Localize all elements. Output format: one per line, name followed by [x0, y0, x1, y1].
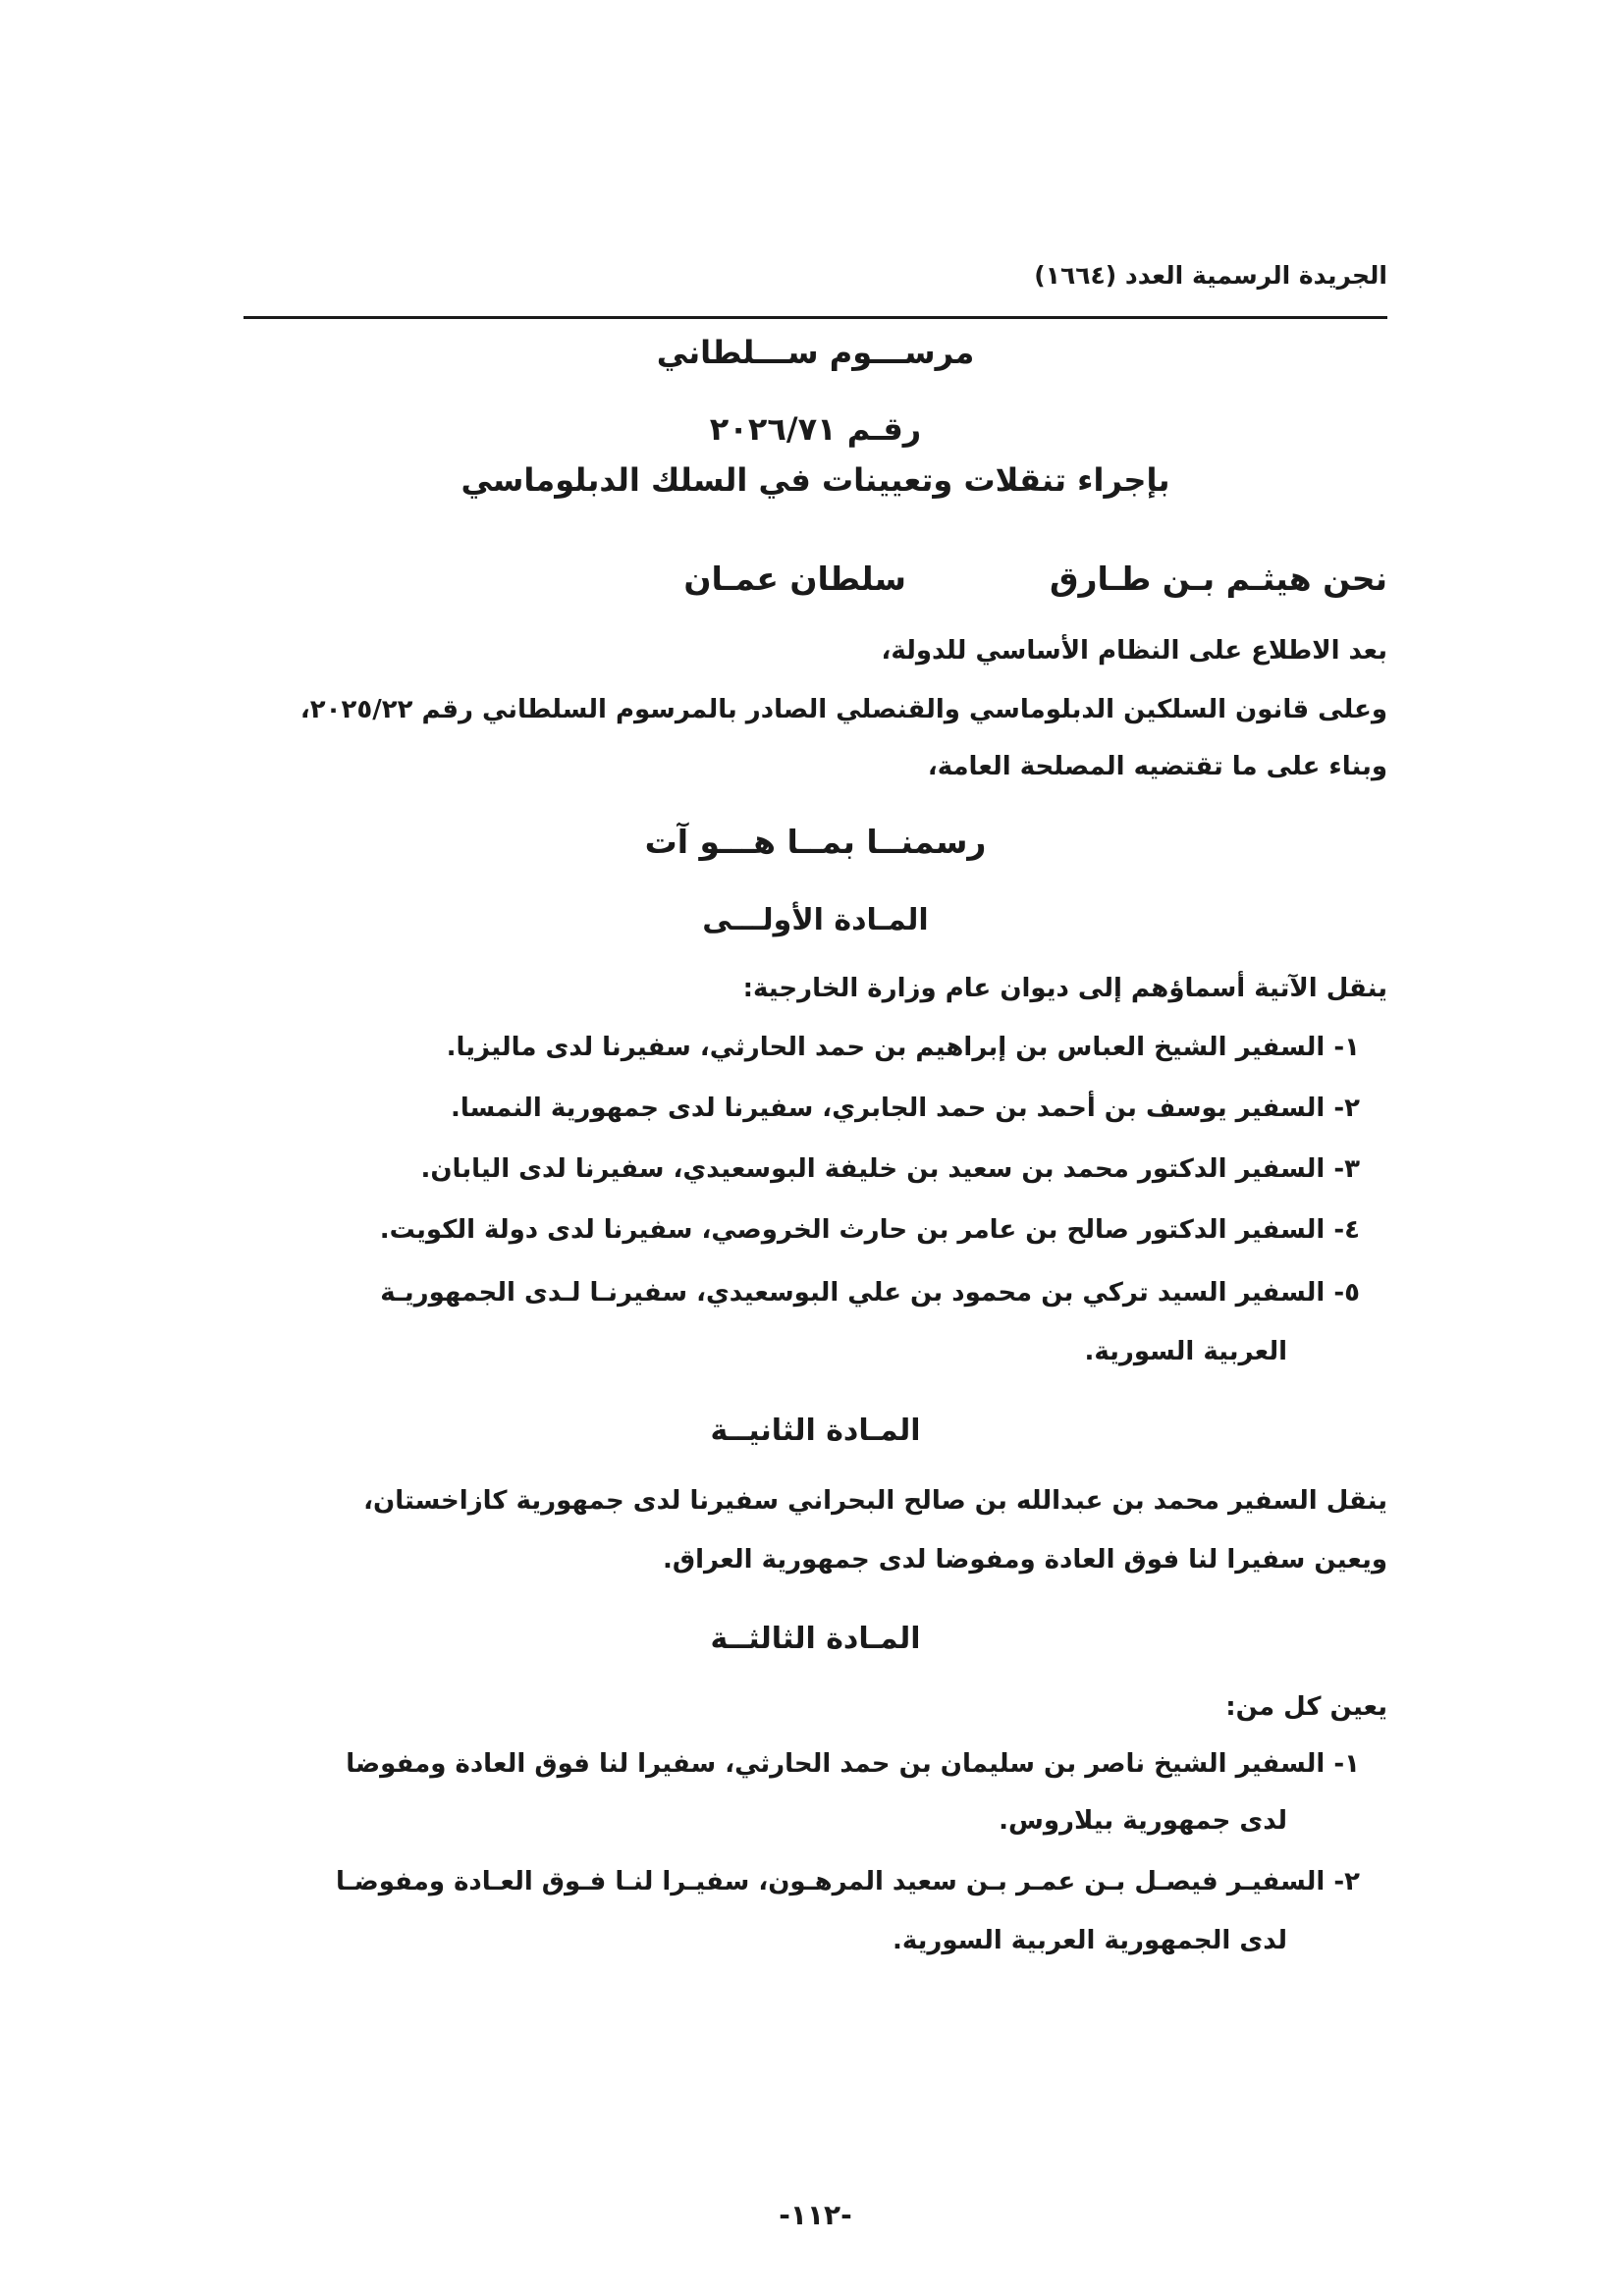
gazette-issue-title: الجريدة الرسمية العدد (١٦٦٤): [1034, 261, 1387, 290]
article-1-item: ٢- السفير يوسف بن أحمد بن حمد الجابري، سفيرنا لدى جمهورية النمسا.: [450, 1094, 1360, 1123]
preamble-line: وعلى قانون السلكين الدبلوماسي والقنصلي الصادر بالمرسوم السلطاني رقم ٢٠٢٥/٢٢،: [299, 695, 1387, 724]
decree-type: مرســـوم ســـلطاني: [656, 334, 975, 371]
page-number: -١١٢-: [779, 2199, 852, 2231]
article-1-item-continuation: العربية السورية.: [1084, 1337, 1287, 1366]
article-3-item-continuation: لدى جمهورية بيلاروس.: [999, 1806, 1287, 1836]
article-3-title: المـادة الثالثــة: [710, 1622, 921, 1656]
gazette-header: [244, 259, 1387, 319]
article-1-title: المـادة الأولـــى: [702, 903, 929, 937]
preamble-line: بعد الاطلاع على النظام الأساسي للدولة،: [881, 636, 1387, 666]
article-1-item: ٣- السفير الدكتور محمد بن سعيد بن خليفة البوسعيدي، سفيرنا لدى اليابان.: [420, 1154, 1360, 1184]
article-2-line: ينقل السفير محمد بن عبدالله بن صالح البحراني سفيرنا لدى جمهورية كازاخستان،: [363, 1486, 1387, 1516]
sultan-row: [244, 560, 1387, 607]
article-3-item-continuation: لدى الجمهورية العربية السورية.: [892, 1926, 1287, 1955]
article-2-line: ويعين سفيرا لنا فوق العادة ومفوضا لدى جمهورية العراق.: [663, 1545, 1387, 1575]
preamble-line: وبناء على ما تقتضيه المصلحة العامة،: [927, 752, 1387, 781]
sultan-title: سلطان عمـان: [683, 560, 906, 598]
decree-statement: رسمنــا بمــا هـــو آت: [644, 823, 987, 861]
sultan-name: نحن هيثـم بـن طـارق: [1050, 560, 1387, 598]
article-1-item: ١- السفير الشيخ العباس بن إبراهيم بن حمد الحارثي، سفيرنا لدى ماليزيا.: [446, 1033, 1360, 1062]
decree-number: رقـم ٢٠٢٦/٧١: [709, 410, 922, 448]
article-3-item: ٢- السفيـر فيصـل بـن عمـر بـن سعيد المرهـون، سفيـرا لنـا فـوق العـادة ومفوضـا: [335, 1867, 1360, 1896]
article-2-title: المـادة الثانيــة: [710, 1414, 921, 1448]
gazette-page: [244, 0, 1387, 2296]
article-1-item: ٤- السفير الدكتور صالح بن عامر بن حارث الخروصي، سفيرنا لدى دولة الكويت.: [379, 1215, 1360, 1245]
article-3-intro: يعين كل من:: [1225, 1692, 1387, 1722]
article-1-intro: ينقل الآتية أسماؤهم إلى ديوان عام وزارة الخارجية:: [742, 974, 1387, 1003]
article-1-item: ٥- السفير السيد تركي بن محمود بن علي البوسعيدي، سفيرنـا لـدى الجمهوريـة: [380, 1278, 1360, 1308]
decree-subject: بإجراء تنقلات وتعيينات في السلك الدبلوماسي: [460, 461, 1170, 499]
article-3-item: ١- السفير الشيخ ناصر بن سليمان بن حمد الحارثي، سفيرا لنا فوق العادة ومفوضا: [346, 1749, 1360, 1779]
